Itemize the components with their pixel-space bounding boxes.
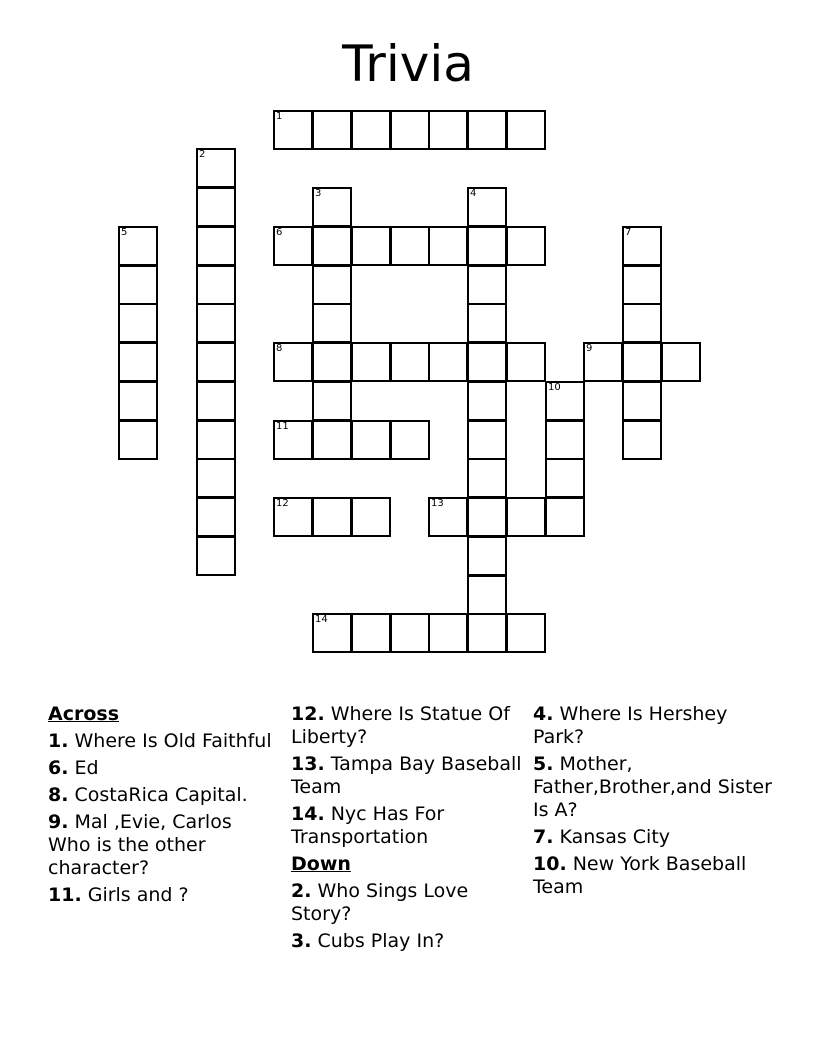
grid-cell[interactable] [351, 420, 391, 460]
clue-text: Mal ,Evie, Carlos Who is the other character? [48, 811, 232, 879]
clue-text: Kansas City [559, 826, 671, 848]
grid-cell[interactable] [661, 342, 701, 382]
clue-number: 3. [291, 930, 312, 952]
clue-text: CostaRica Capital. [74, 784, 248, 806]
clue-text: Girls and ? [87, 884, 189, 906]
grid-cell[interactable] [428, 110, 468, 150]
clue-item [48, 884, 280, 907]
grid-cell[interactable] [118, 381, 158, 421]
grid-cell[interactable] [506, 226, 546, 266]
grid-cell[interactable] [506, 110, 546, 150]
clue-number-label: 10 [548, 382, 561, 393]
grid-cell[interactable] [467, 187, 507, 227]
clue-text: Nyc Has For Transportation [291, 803, 445, 848]
grid-cell[interactable] [312, 265, 352, 305]
grid-cell[interactable] [390, 613, 430, 653]
grid-cell[interactable] [467, 110, 507, 150]
clue-number-label: 13 [431, 498, 444, 509]
grid-cell[interactable] [545, 458, 585, 498]
grid-cell[interactable] [312, 381, 352, 421]
grid-cell[interactable] [583, 342, 623, 382]
grid-cell[interactable] [467, 613, 507, 653]
grid-cell[interactable] [506, 613, 546, 653]
grid-cell[interactable] [118, 226, 158, 266]
grid-cell[interactable] [351, 613, 391, 653]
clue-number-label: 7 [625, 227, 632, 238]
clue-text: Where Is Statue Of Liberty? [291, 703, 510, 748]
clue-item [48, 784, 280, 807]
clue-text: Cubs Play In? [317, 930, 445, 952]
grid-cell[interactable] [622, 420, 662, 460]
grid-cell[interactable] [467, 226, 507, 266]
clue-number-label: 3 [315, 188, 322, 199]
clue-item [291, 703, 523, 749]
clue-number-label: 2 [199, 149, 206, 160]
grid-cell[interactable] [390, 110, 430, 150]
clue-text: Tampa Bay Baseball Team [291, 753, 522, 798]
clue-number-label: 9 [586, 343, 593, 354]
grid-cell[interactable] [467, 420, 507, 460]
grid-cell[interactable] [196, 187, 236, 227]
clue-number-label: 11 [276, 421, 289, 432]
grid-cell[interactable] [196, 458, 236, 498]
clue-item [291, 753, 523, 799]
clue-number-label: 5 [121, 227, 128, 238]
grid-cell[interactable] [312, 613, 352, 653]
clue-number-label: 6 [276, 227, 283, 238]
grid-cell[interactable] [312, 342, 352, 382]
clue-number: 12. [291, 703, 325, 725]
clue-item [533, 826, 773, 849]
grid-cell[interactable] [506, 342, 546, 382]
grid-cell[interactable] [273, 497, 313, 537]
clue-number: 9. [48, 811, 69, 833]
clue-column-3 [533, 703, 773, 903]
clue-number: 4. [533, 703, 554, 725]
grid-cell[interactable] [312, 110, 352, 150]
clue-text: Where Is Hershey Park? [533, 703, 728, 748]
grid-cell[interactable] [273, 420, 313, 460]
clue-item [291, 803, 523, 849]
grid-cell[interactable] [622, 381, 662, 421]
clue-text: Mother, Father,Brother,and Sister Is A? [533, 753, 772, 821]
grid-cell[interactable] [467, 265, 507, 305]
section-heading: Across [48, 703, 120, 725]
grid-cell[interactable] [196, 381, 236, 421]
grid-cell[interactable] [196, 265, 236, 305]
clue-number-label: 12 [276, 498, 289, 509]
grid-cell[interactable] [196, 342, 236, 382]
clue-number-label: 4 [470, 188, 477, 199]
clue-text: Ed [74, 757, 99, 779]
grid-cell[interactable] [351, 342, 391, 382]
grid-cell[interactable] [312, 497, 352, 537]
grid-cell[interactable] [196, 303, 236, 343]
clue-number: 13. [291, 753, 325, 775]
grid-cell[interactable] [351, 497, 391, 537]
clue-number: 7. [533, 826, 554, 848]
grid-cell[interactable] [351, 226, 391, 266]
grid-cell[interactable] [196, 536, 236, 576]
clue-number-label: 14 [315, 614, 328, 625]
grid-cell[interactable] [545, 381, 585, 421]
grid-cell[interactable] [467, 575, 507, 615]
clue-number: 1. [48, 730, 69, 752]
clue-column-2 [291, 703, 523, 957]
grid-cell[interactable] [312, 226, 352, 266]
grid-cell[interactable] [622, 342, 662, 382]
grid-cell[interactable] [196, 497, 236, 537]
clue-item [291, 930, 523, 953]
clue-item [291, 880, 523, 926]
clue-number: 14. [291, 803, 325, 825]
grid-cell[interactable] [467, 458, 507, 498]
grid-cell[interactable] [467, 342, 507, 382]
grid-cell[interactable] [390, 226, 430, 266]
grid-cell[interactable] [273, 342, 313, 382]
clue-number: 2. [291, 880, 312, 902]
grid-cell[interactable] [622, 265, 662, 305]
clue-item [533, 703, 773, 749]
grid-cell[interactable] [622, 226, 662, 266]
clue-number: 6. [48, 757, 69, 779]
grid-cell[interactable] [196, 148, 236, 188]
grid-cell[interactable] [506, 497, 546, 537]
clue-number: 11. [48, 884, 82, 906]
grid-cell[interactable] [428, 613, 468, 653]
grid-cell[interactable] [118, 265, 158, 305]
grid-cell[interactable] [545, 420, 585, 460]
grid-cell[interactable] [428, 497, 468, 537]
clue-text: Who Sings Love Story? [291, 880, 469, 925]
clue-item [533, 753, 773, 822]
grid-cell[interactable] [118, 303, 158, 343]
grid-cell[interactable] [312, 187, 352, 227]
grid-cell[interactable] [545, 497, 585, 537]
grid-cell[interactable] [467, 381, 507, 421]
grid-cell[interactable] [118, 342, 158, 382]
grid-cell[interactable] [196, 226, 236, 266]
clue-text: New York Baseball Team [533, 853, 747, 898]
clue-item [48, 730, 280, 753]
clue-item [48, 811, 280, 880]
clue-item [533, 853, 773, 899]
clue-number-label: 8 [276, 343, 283, 354]
section-heading: Down [291, 853, 351, 875]
clue-text: Where Is Old Faithful [74, 730, 272, 752]
grid-cell[interactable] [428, 226, 468, 266]
grid-cell[interactable] [312, 420, 352, 460]
grid-cell[interactable] [273, 110, 313, 150]
clue-item [48, 757, 280, 780]
grid-cell[interactable] [622, 303, 662, 343]
puzzle-title: Trivia [342, 35, 474, 93]
grid-cell[interactable] [351, 110, 391, 150]
grid-cell[interactable] [467, 497, 507, 537]
grid-cell[interactable] [196, 420, 236, 460]
grid-cell[interactable] [312, 303, 352, 343]
clue-column-1 [48, 703, 280, 911]
grid-cell[interactable] [467, 536, 507, 576]
grid-cell[interactable] [390, 342, 430, 382]
clue-number-label: 1 [276, 111, 283, 122]
grid-cell[interactable] [428, 342, 468, 382]
grid-cell[interactable] [390, 420, 430, 460]
grid-cell[interactable] [118, 420, 158, 460]
clue-number: 8. [48, 784, 69, 806]
grid-cell[interactable] [467, 303, 507, 343]
clue-number: 5. [533, 753, 554, 775]
grid-cell[interactable] [273, 226, 313, 266]
clue-number: 10. [533, 853, 567, 875]
